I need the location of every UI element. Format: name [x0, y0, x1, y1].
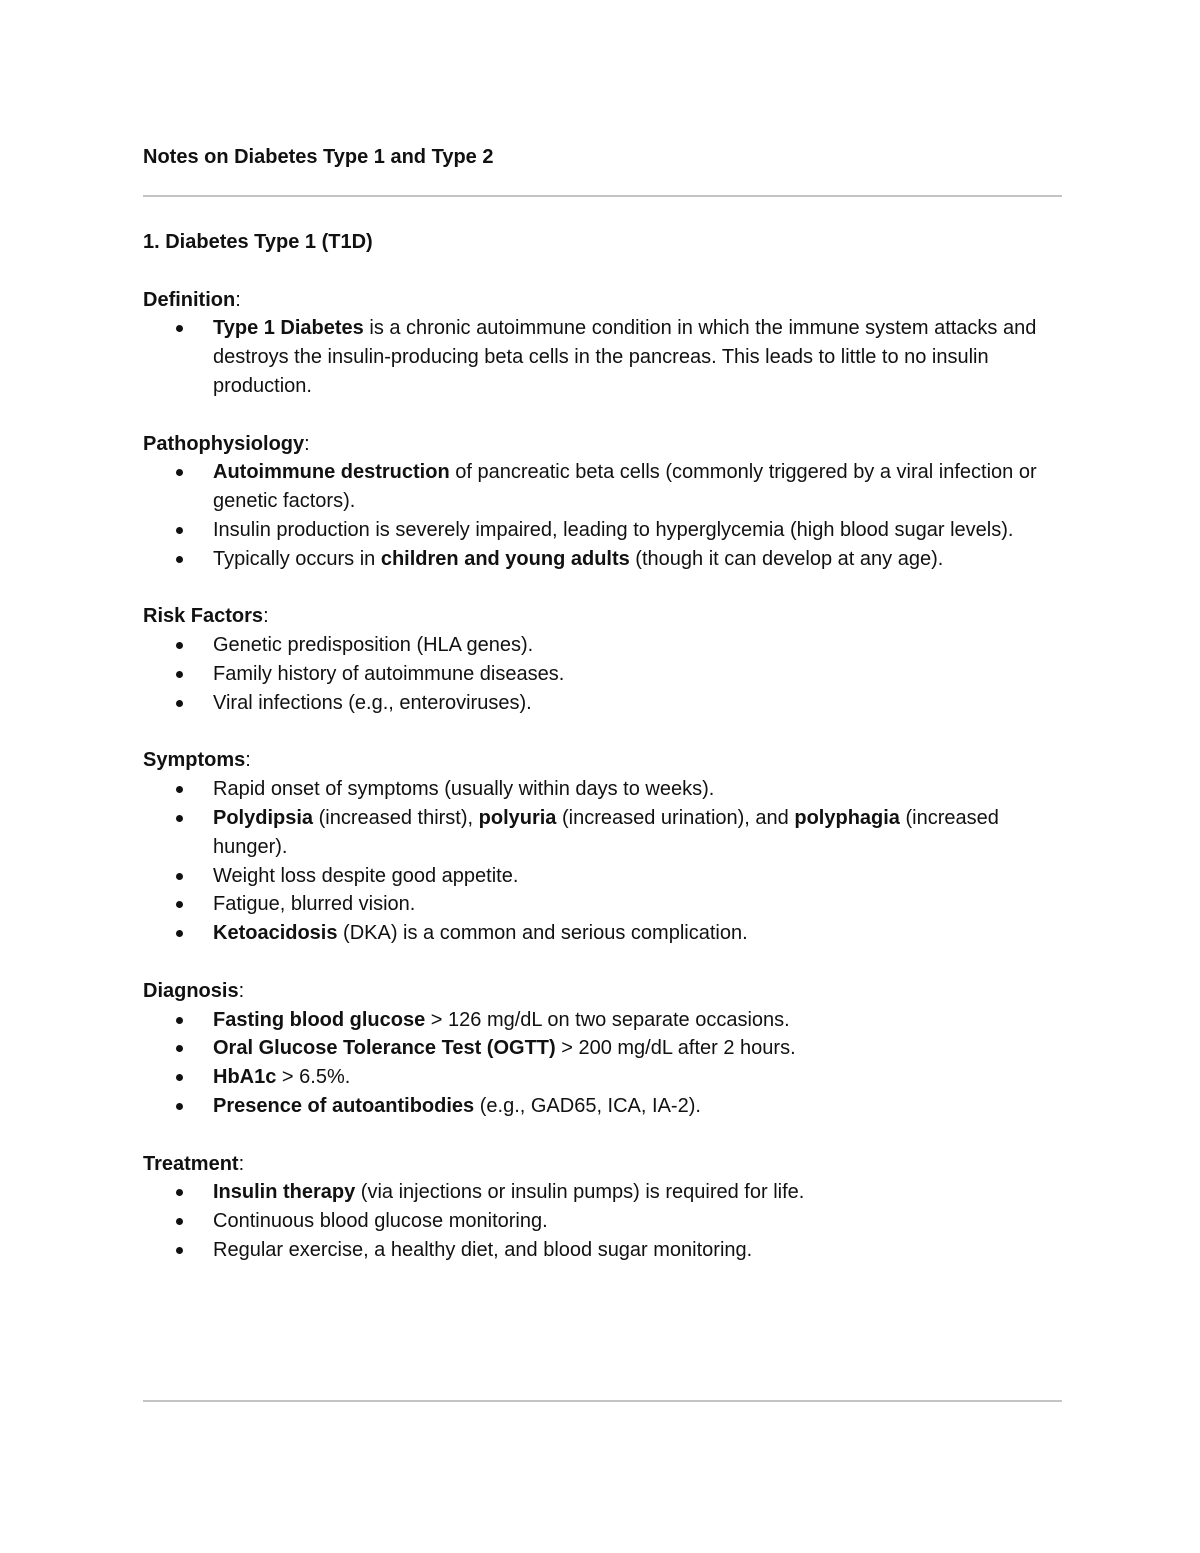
group-title-text: Risk Factors: [143, 605, 264, 628]
list-item-text: [213, 692, 532, 714]
list-item: [143, 804, 1062, 862]
list-item: [143, 1092, 1062, 1121]
section-group-pathophysiology: [143, 430, 1062, 574]
text-run: Viral infections (e.g., enteroviruses).: [213, 691, 532, 714]
bullet-icon: [176, 901, 183, 908]
list-item: [143, 314, 1062, 400]
text-run: Genetic predisposition (HLA genes).: [213, 634, 534, 657]
list-item-text: [213, 1009, 790, 1031]
bullet-icon: [176, 1218, 183, 1225]
group-title: Diagnosis:: [143, 979, 245, 1002]
list-item: [143, 545, 1062, 574]
text-run: of pancreatic beta cells (commonly triggered by a viral infection or genetic factors).: [213, 461, 1037, 513]
bold-text: Insulin therapy: [213, 1181, 356, 1204]
bold-text: Fasting blood glucose: [213, 1008, 426, 1031]
bold-text: polyuria: [478, 806, 557, 829]
list-item: [143, 862, 1062, 891]
text-run: (though it can develop at any age).: [629, 547, 944, 570]
bullet-icon: [176, 786, 183, 793]
list-item-text: [213, 807, 999, 858]
bullet-icon: [176, 1074, 183, 1081]
text-run: (increased urination), and: [556, 806, 795, 829]
bullet-icon: [176, 556, 183, 563]
list-item: [143, 631, 1062, 660]
text-run: Continuous blood glucose monitoring.: [213, 1210, 548, 1233]
bold-text: Presence of autoantibodies: [213, 1094, 475, 1117]
group-title: Treatment:: [143, 1152, 245, 1175]
list-item: [143, 775, 1062, 804]
bullet-icon: [176, 469, 183, 476]
section-group-symptoms: [143, 746, 1062, 948]
list-item: [143, 1006, 1062, 1035]
list-item: [143, 1034, 1062, 1063]
bullet-icon: [176, 1103, 183, 1110]
group-title: Definition:: [143, 288, 241, 311]
text-run: Fatigue, blurred vision.: [213, 893, 416, 916]
bullet-icon: [176, 1017, 183, 1024]
bullet-list: [143, 458, 1062, 573]
text-run: Typically occurs in: [213, 547, 381, 570]
list-item-text: [213, 1095, 701, 1117]
bullet-icon: [176, 930, 183, 937]
bold-text: polyphagia: [794, 806, 900, 829]
text-run: > 6.5%.: [276, 1066, 351, 1089]
document-title: Notes on Diabetes Type 1 and Type 2: [143, 146, 494, 168]
list-item-text: [213, 1239, 752, 1261]
text-run: (e.g., GAD65, ICA, IA-2).: [474, 1094, 701, 1117]
bullet-icon: [176, 671, 183, 678]
bold-text: children and young adults: [380, 547, 630, 570]
top-divider: [143, 195, 1062, 197]
bold-text: Polydipsia: [213, 806, 314, 829]
bold-text: Type 1 Diabetes: [213, 317, 364, 340]
list-item: [143, 919, 1062, 948]
group-title-text: Definition: [143, 288, 236, 311]
bullet-icon: [176, 815, 183, 822]
text-run: > 200 mg/dL after 2 hours.: [555, 1037, 796, 1060]
list-item-text: [213, 634, 533, 656]
section-group-risk-factors: [143, 602, 1062, 717]
bold-text: Autoimmune destruction: [213, 461, 450, 484]
list-item-text: [213, 778, 714, 800]
section-groups: [143, 286, 1062, 1265]
group-title: Risk Factors:: [143, 605, 269, 628]
list-item-text: [213, 1037, 796, 1059]
list-item: [143, 516, 1062, 545]
text-run: (DKA) is a common and serious complication.: [337, 922, 748, 945]
bullet-icon: [176, 700, 183, 707]
text-run: Weight loss despite good appetite.: [213, 864, 519, 887]
list-item-text: [213, 548, 943, 570]
bullet-list: [143, 631, 1062, 717]
text-run: (increased hunger).: [213, 806, 999, 858]
text-run: Family history of autoimmune diseases.: [213, 662, 565, 685]
group-title-text: Treatment: [143, 1152, 239, 1175]
list-item: [143, 458, 1062, 516]
bullet-list: [143, 314, 1062, 400]
bold-text: Oral Glucose Tolerance Test (OGTT): [213, 1037, 556, 1060]
group-title-text: Pathophysiology: [143, 432, 305, 455]
list-item-text: [213, 893, 415, 915]
list-item: [143, 1063, 1062, 1092]
list-item: [143, 660, 1062, 689]
text-run: Regular exercise, a healthy diet, and blood sugar monitoring.: [213, 1238, 753, 1261]
bullet-icon: [176, 873, 183, 880]
list-item: [143, 1178, 1062, 1207]
list-item-text: [213, 461, 1037, 512]
bullet-list: [143, 775, 1062, 948]
text-run: is a chronic autoimmune condition in which the immune system attacks and destroys the insulin-producing beta cells in the pancreas. This leads to little to no insulin production.: [213, 317, 1037, 397]
text-run: Rapid onset of symptoms (usually within days to weeks).: [213, 778, 715, 801]
text-run: > 126 mg/dL on two separate occasions.: [425, 1008, 790, 1031]
list-item: [143, 1207, 1062, 1236]
bullet-icon: [176, 1189, 183, 1196]
list-item-text: [213, 1181, 804, 1203]
bottom-divider: [143, 1400, 1062, 1402]
bold-text: HbA1c: [213, 1066, 277, 1089]
group-title: Pathophysiology:: [143, 432, 310, 455]
list-item-text: [213, 922, 748, 944]
text-run: (increased thirst),: [313, 806, 479, 829]
bullet-icon: [176, 1045, 183, 1052]
group-title-text: Symptoms: [143, 749, 246, 772]
list-item: [143, 890, 1062, 919]
text-run: (via injections or insulin pumps) is required for life.: [355, 1181, 805, 1204]
bullet-icon: [176, 527, 183, 534]
section-group-definition: [143, 286, 1062, 401]
bullet-icon: [176, 1247, 183, 1254]
group-title-text: Diagnosis: [143, 979, 239, 1002]
section-group-treatment: [143, 1150, 1062, 1265]
bold-text: Ketoacidosis: [213, 922, 338, 945]
list-item-text: [213, 663, 564, 685]
list-item: [143, 1236, 1062, 1265]
list-item: [143, 689, 1062, 718]
list-item-text: [213, 1210, 548, 1232]
bullet-list: [143, 1178, 1062, 1264]
section-group-diagnosis: [143, 977, 1062, 1121]
text-run: Insulin production is severely impaired, leading to hyperglycemia (high blood sugar levels).: [213, 518, 1014, 541]
group-title: Symptoms:: [143, 749, 251, 772]
bullet-list: [143, 1006, 1062, 1121]
list-item-text: [213, 317, 1036, 397]
list-item-text: [213, 865, 518, 887]
list-item-text: [213, 1066, 350, 1088]
section-heading: 1. Diabetes Type 1 (T1D): [143, 231, 373, 253]
bullet-icon: [176, 642, 183, 649]
document-body: [143, 228, 1062, 1293]
list-item-text: [213, 519, 1013, 541]
bullet-icon: [176, 325, 183, 332]
